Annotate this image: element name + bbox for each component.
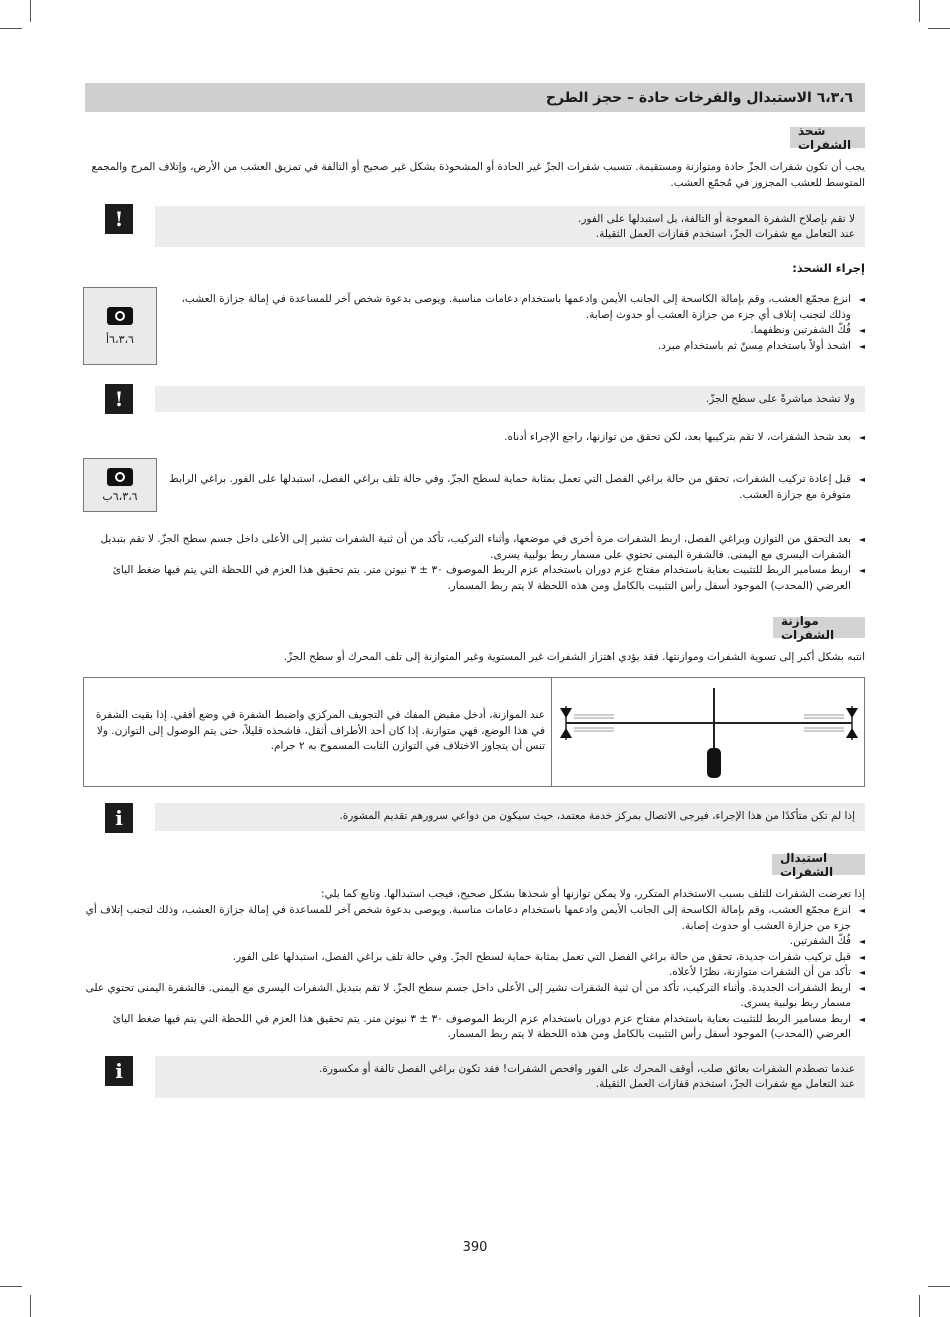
list-item: ◄ اربط مسامير الربط للتثبيت بعناية باستخدام مفتاح عزم دوران باستخدام عزم الربط الموصوف ٣٠ ± ٣ نيوتن متر. يتم تحقيق هذا العزم في اللحظة التي يتم فيها ضغط اليائ العرضي (المحدب) الموجود أسفل رأس التثبيت بالكامل ومن هذه اللحظة لا يتم ربط المسمار. [85, 563, 865, 594]
warning-icon: ! [105, 384, 133, 414]
warning-note: لا تقم بإصلاح الشفرة المعوجة أو التالفة، بل استبدلها على الفور. عند التعامل مع شفرات الجزّ، استخدم قفازات العمل الثقيلة. [155, 206, 865, 247]
list-item: ◄ انزع مجمّع العشب، وقم بإمالة الكاسحة إلى الجانب الأيمن وادعمها باستخدام دعامات مناسبة. ويوصى بدعوة شخص آخر للمساعدة في إمالة جزازة العشب، وذلك لتجنب إتلاف أي جزء من جزازة العشب أو حدوث إصابة. [85, 903, 865, 934]
list-item: ◄ قبل تركيب شفرات جديدة، تحقق من حالة براغي الفصل التي تعمل بمثابة حماية لسطح الجزّ. وفي حالة تلف براغي الفصل، استبدلها على الفور. [85, 950, 865, 966]
list-item: ◄ تأكد من أن الشفرات متوازنة، نظرًا لأعلاه. [85, 965, 865, 981]
list-item: ◄ قبل إعادة تركيب الشفرات، تحقق من حالة براغي الفصل التي تعمل بمثابة حماية لسطح الجزّ. وفي حالة تلف براغي الفصل، استبدلها على الفور. براغي الرابط متوفرة مع جزازة العشب. [160, 472, 865, 503]
list-item: ◄ اربط مسامير الربط للتثبيت بعناية باستخدام مفتاح عزم دوران باستخدام عزم الربط الموصوف ٣٠ ± ٣ نيوتن متر. يتم تحقيق هذا العزم في اللحظة التي يتم فيها ضغط اليائ العرضي (المحدب) الموجود أسفل رأس التثبيت بالكامل ومن هذه اللحظة لا يتم ربط المسمار. [85, 1012, 865, 1043]
figure-ref-b: ٦،٣،٦ب [83, 458, 157, 512]
crop-mark [30, 0, 31, 22]
section-title-sharpening: شحذ الشفرات [790, 127, 865, 148]
crop-mark [30, 1295, 31, 1317]
figure-ref-a: ٦،٣،٦أ [83, 287, 157, 365]
crop-mark [928, 28, 950, 29]
replacing-intro: إذا تعرضت الشفرات للتلف بسبب الاستخدام المتكرر، ولا يمكن توازنها أو شحذها بشكل صحيح، فيجب استبدالها. وتابع كما يلي: [321, 888, 865, 900]
list-item: ◄ بعد شحذ الشفرات، لا تقم بتركيبها بعد، لكن تحقق من توازنها، راجع الإجراء أدناه. [160, 430, 865, 446]
divider [551, 678, 552, 786]
info-icon: i [105, 803, 133, 833]
list-item: ◄ فُكّ الشفرتين. [85, 934, 865, 950]
section-title-replacing: استبدال الشفرات [772, 854, 865, 875]
list-item: ◄ اشحذ أولاً باستخدام مِسنّ ثم باستخدام مبرد. [160, 339, 865, 355]
balancing-figure-box [83, 677, 865, 787]
section-title-balancing: موازنة الشفرات [773, 617, 865, 638]
crop-mark [0, 28, 22, 29]
sharpening-intro: يجب أن تكون شفرات الجزّ حادة ومتوازنة ومستقيمة. تتسبب شفرات الجزّ غير الحادة أو المشحوذة بشكل غير صحيح أو التالفة في تمزيق العشب من الأرض، وإتلاف المرج والمجمع المتوسط للعشب المجزوز في مُجمّع العشب. [91, 161, 865, 189]
after-sharpen-list [160, 430, 865, 446]
info-note: عندما تصطدم الشفرات بعائق صلب، أوقف المحرك على الفور وافحص الشفرات! فقد تكون براغي الفصل تالفة أو مكسورة. عند التعامل مع شفرات الجزّ، استخدم قفازات العمل الثقيلة. [155, 1056, 865, 1098]
warning-note: ولا تشحذ مباشرةً على سطح الجزّ. [155, 386, 865, 412]
info-note: إذا لم تكن متأكدًا من هذا الإجراء، فيرجى الاتصال بمركز خدمة معتمد، حيث سيكون من دواعي سرورهم تقديم المشورة. [155, 803, 865, 831]
tighten-steps [85, 532, 865, 594]
crop-mark [0, 1286, 22, 1287]
procedure-title: إجراء الشحذ: [792, 261, 865, 275]
crop-mark [919, 0, 920, 22]
replacing-steps [85, 903, 865, 1043]
list-item: ◄ انزع مجمّع العشب، وقم بإمالة الكاسحة إلى الجانب الأيمن وادعمها باستخدام دعامات مناسبة. ويوصى بدعوة شخص آخر للمساعدة في إمالة جزازة العشب، وذلك لتجنب إتلاف أي جزء من جزازة العشب أو حدوث إصابة. [160, 292, 865, 323]
warning-icon: ! [105, 204, 133, 234]
balancing-instructions: عند الموازنة، أدخل مقبض المفك في التجويف المركزي واضبط الشفرة في وضع أفقي. إذا بقيت الشفرة في هذا الوضع، فهي متوازنة. إذا كان أحد الأطراف أثقل، فاشحذه قليلاً، حتى يتم الوصول إلى التوازن. ولا تنس أن يتجاوز الاختلاف في التوازن الثابت المسموح به ٢ جرام. [95, 709, 545, 752]
info-icon: i [105, 1056, 133, 1086]
page-number: 390 [462, 1240, 488, 1255]
list-item: ◄ بعد التحقق من التوازن وبراغي الفصل، اربط الشفرات مرة أخرى في موضعها، وأثناء التركيب، تأكد من أن ثنية الشفرات تشير إلى الأعلى داخل جسم سطح الجزّ. لا تقم بتبديل الشفرات اليسرى مع اليمنى. فالشفرة اليمنى تحتوي على مسمار ربط بولبية يسرى. [85, 532, 865, 563]
crop-mark [919, 1295, 920, 1317]
blade-balance-illustration [554, 678, 864, 786]
crop-mark [928, 1286, 950, 1287]
balancing-intro: انتبه بشكل أكبر إلى تسوية الشفرات وموازنتها. فقد يؤدي اهتزاز الشفرات غير المستوية وغير المتوازنة إلى تلف المحرك أو سطح الجزّ. [283, 651, 865, 663]
page-title: ٦،٣،٦ الاستبدال والفرخات حادة – حجز الطرح [545, 89, 853, 106]
list-item: ◄ فُكّ الشفرتين ونظفهما. [160, 323, 865, 339]
list-item: ◄ اربط الشفرات الجديدة. وأثناء التركيب، تأكد من أن ثنية الشفرات تشير إلى الأعلى داخل جسم سطح الجزّ. لا تقم بتبديل الشفرات اليسرى مع اليمنى. فالشفرة اليمنى تحتوي على مسمار ربط بولبية يسرى. [85, 981, 865, 1012]
camera-icon [107, 468, 133, 486]
camera-icon [107, 307, 133, 325]
install-step [160, 472, 865, 503]
sharpen-steps [160, 292, 865, 354]
page-header [85, 83, 865, 112]
